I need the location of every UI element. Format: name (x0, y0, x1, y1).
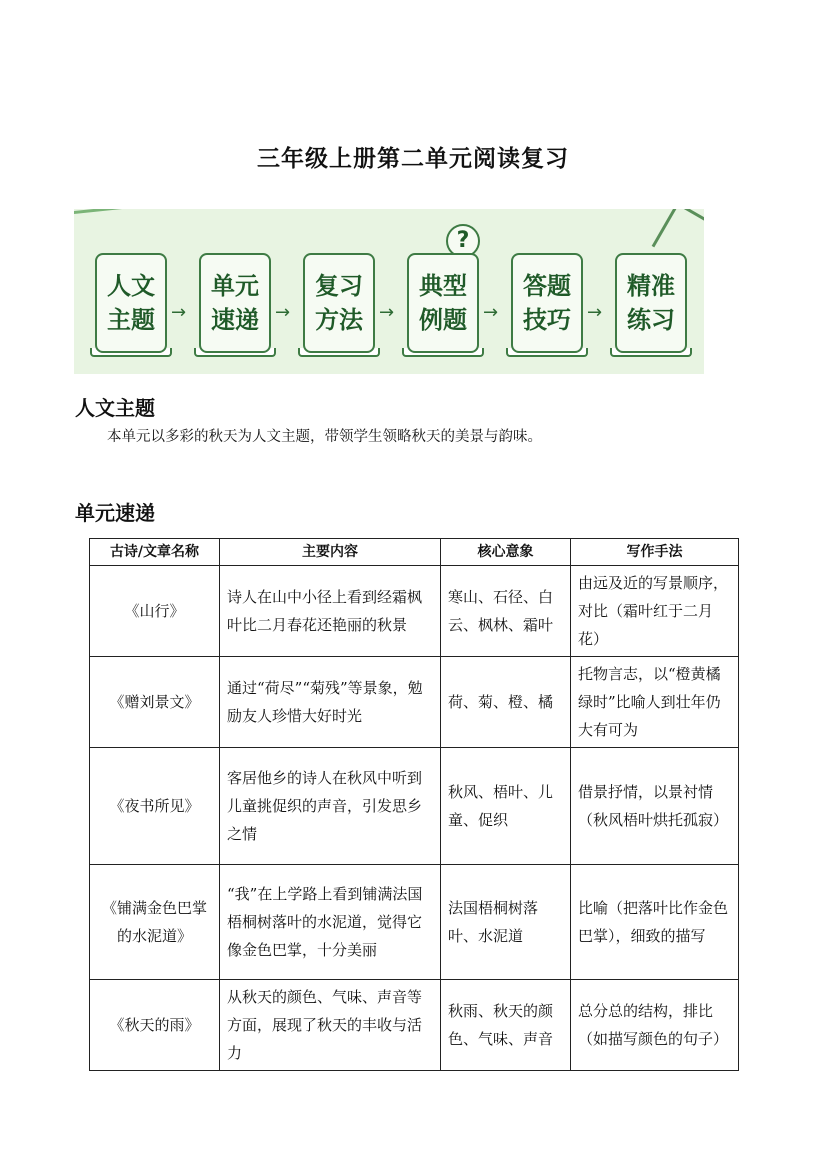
table-row (90, 980, 739, 1071)
cell-imagery: 法国梧桐树落叶、水泥道 (441, 865, 571, 980)
cell-technique: 借景抒情，以景衬情（秋风梧叶烘托孤寂） (571, 748, 739, 865)
step-label-line2: 速递 (211, 306, 259, 334)
step-label-line2: 主题 (107, 306, 155, 334)
cell-imagery: 秋雨、秋天的颜色、气味、声音 (441, 980, 571, 1071)
cell-technique: 比喻（把落叶比作金色巴掌），细致的描写 (571, 865, 739, 980)
step-label-line2: 技巧 (523, 306, 571, 334)
cell-imagery: 秋风、梧叶、儿童、促织 (441, 748, 571, 865)
step-label-line1: 答题 (523, 272, 571, 300)
cell-imagery: 寒山、石径、白云、枫林、霜叶 (441, 566, 571, 657)
table-row (90, 748, 739, 865)
arrow-icon: → (171, 302, 187, 323)
arrow-icon: → (275, 302, 291, 323)
section-paragraph: 本单元以多彩的秋天为人文主题，带领学生领略秋天的美景与韵味。 (107, 429, 542, 445)
table-row (90, 865, 739, 980)
arrow-icon: → (587, 302, 603, 323)
decoration-stroke (74, 209, 125, 235)
arrow-icon: → (483, 302, 499, 323)
step-card-jingzhun (615, 253, 687, 353)
cell-content: 通过“荷尽”“菊残”等景象，勉励友人珍惜大好时光 (220, 657, 441, 748)
column-header: 古诗/文章名称 (90, 539, 220, 566)
cell-title: 《赠刘景文》 (90, 657, 220, 748)
step-label-line2: 例题 (419, 306, 467, 334)
step-card-renwen (95, 253, 167, 353)
arrow-icon: → (379, 302, 395, 323)
step-card-danyuan (199, 253, 271, 353)
step-label-line2: 方法 (315, 306, 363, 334)
cell-content: “我”在上学路上看到铺满法国梧桐树落叶的水泥道，觉得它像金色巴掌，十分美丽 (220, 865, 441, 980)
column-header: 写作手法 (571, 539, 739, 566)
section-heading-renwen: 人文主题 (75, 396, 155, 420)
cell-title: 《夜书所见》 (90, 748, 220, 865)
banner-graphic (74, 209, 704, 374)
cell-technique: 由远及近的写景顺序，对比（霜叶红于二月花） (571, 566, 739, 657)
cell-title: 《山行》 (90, 566, 220, 657)
page-title: 三年级上册第二单元阅读复习 (257, 146, 569, 172)
step-card-dati (511, 253, 583, 353)
step-label-line2: 练习 (627, 306, 675, 334)
cell-technique: 托物言志，以“橙黄橘绿时”比喻人到壮年仍大有可为 (571, 657, 739, 748)
cell-imagery: 荷、菊、橙、橘 (441, 657, 571, 748)
table-row (90, 566, 739, 657)
cell-title: 《铺满金色巴掌的水泥道》 (90, 865, 220, 980)
cell-content: 客居他乡的诗人在秋风中听到儿童挑促织的声音，引发思乡之情 (220, 748, 441, 865)
summary-table (89, 538, 739, 1071)
step-label-line1: 单元 (211, 272, 259, 300)
question-mark-icon: ? (446, 224, 480, 258)
cell-content: 诗人在山中小径上看到经霜枫叶比二月春花还艳丽的秋景 (220, 566, 441, 657)
cell-title: 《秋天的雨》 (90, 980, 220, 1071)
table-row (90, 657, 739, 748)
step-label-line1: 精准 (627, 272, 675, 300)
step-label-line1: 复习 (315, 272, 363, 300)
cell-technique: 总分总的结构，排比（如描写颜色的句子） (571, 980, 739, 1071)
step-card-fuxi (303, 253, 375, 353)
step-label-line1: 人文 (107, 272, 155, 300)
table-header-row (90, 539, 739, 566)
section-heading-danyuan: 单元速递 (75, 501, 155, 525)
column-header: 主要内容 (220, 539, 441, 566)
column-header: 核心意象 (441, 539, 571, 566)
cell-content: 从秋天的颜色、气味、声音等方面，展现了秋天的丰收与活力 (220, 980, 441, 1071)
step-card-dianxing (407, 253, 479, 353)
step-label-line1: 典型 (419, 272, 467, 300)
